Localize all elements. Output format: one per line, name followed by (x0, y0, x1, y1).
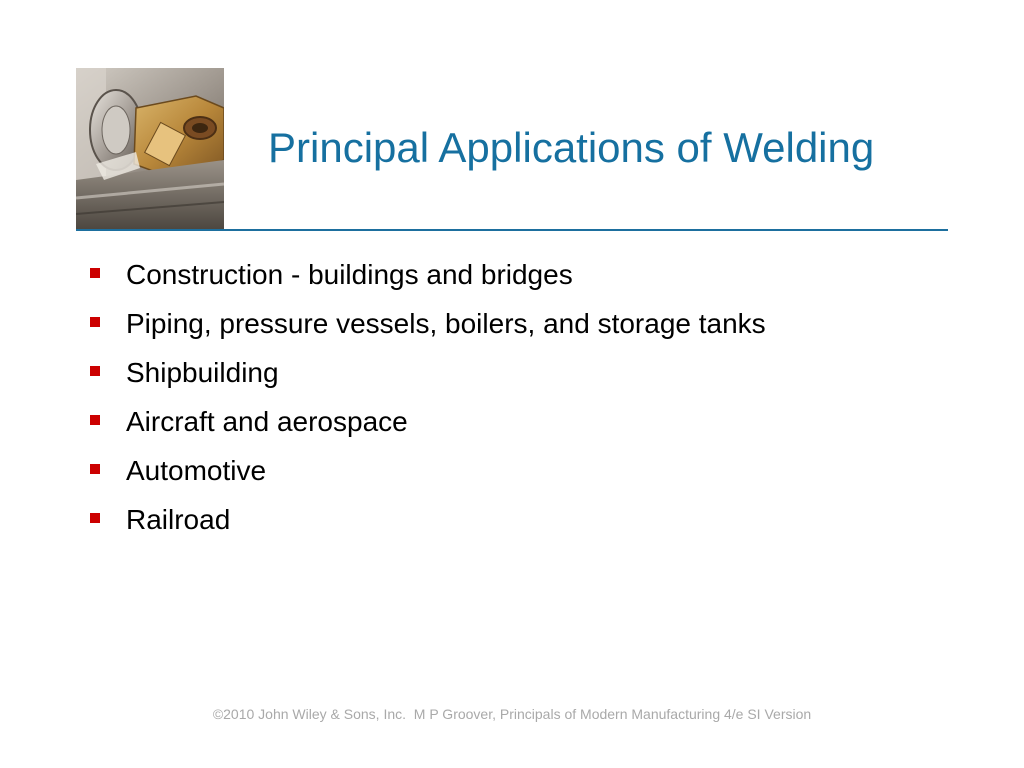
slide-title: Principal Applications of Welding (268, 124, 875, 171)
bullet-text: Shipbuilding (126, 357, 279, 388)
square-bullet-icon (90, 366, 100, 376)
list-item (88, 252, 766, 301)
copyright-footer: ©2010 John Wiley & Sons, Inc. M P Groover, Principals of Modern Manufacturing 4/e SI Version (212, 706, 812, 722)
square-bullet-icon (90, 317, 100, 327)
square-bullet-icon (90, 464, 100, 474)
list-item (88, 448, 766, 497)
machining-tool-illustration (76, 68, 224, 230)
bullet-text: Piping, pressure vessels, boilers, and storage tanks (126, 308, 766, 339)
bullet-text: Aircraft and aerospace (126, 406, 408, 437)
square-bullet-icon (90, 415, 100, 425)
list-item (88, 350, 766, 399)
machining-tool-photo (76, 68, 224, 230)
bullet-list (88, 252, 766, 546)
list-item (88, 301, 766, 350)
bullet-text: Automotive (126, 455, 267, 486)
square-bullet-icon (90, 268, 100, 278)
list-item (88, 497, 766, 546)
bullet-text: Railroad (126, 504, 231, 535)
title-divider (76, 229, 948, 231)
bullet-text: Construction - buildings and bridges (126, 259, 573, 290)
list-item (88, 399, 766, 448)
square-bullet-icon (90, 513, 100, 523)
